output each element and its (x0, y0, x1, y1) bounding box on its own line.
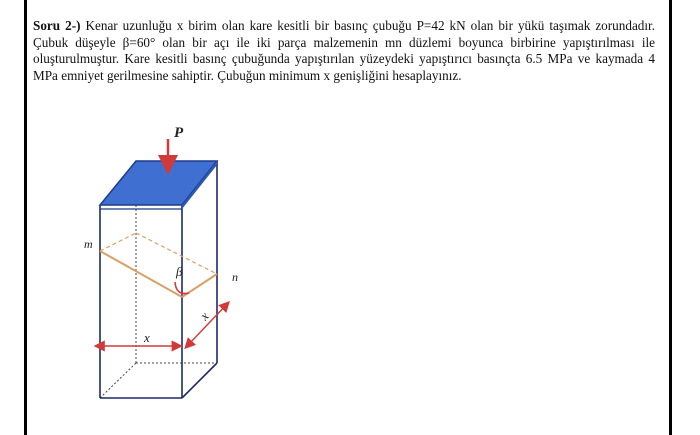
angle-label: β (176, 264, 183, 279)
problem-number: Soru 2-) (33, 18, 81, 33)
front-dimension-label: x (144, 330, 150, 345)
top-face (100, 161, 217, 205)
problem-text: Kenar uzunluğu x birim olan kare kesitli bir basınç çubuğu P=42 kN olan bir yükü taşımak zorundadır. Çubuk düşeyle β=60° olan bir açı ile iki parça malzemenin mn düzlemi boyunca birbirine yapıştırılması ile oluşturulmuştur. Kare kesitli basınç çubuğunda yapıştırılan yüzeydeki yapıştırıcı basınçta 6.5 MPa ve kaymada 4 MPa emniyet gerilmesine sahiptir. Çubuğun minimum x genişliğini hesaplayınız. (33, 18, 656, 83)
point-n-label: n (232, 270, 238, 284)
side-dimension (190, 303, 228, 343)
joint-plane (100, 233, 217, 297)
side-dimension-label: x (196, 308, 212, 324)
load-label: P (174, 125, 184, 141)
point-m-label: m (84, 237, 93, 251)
